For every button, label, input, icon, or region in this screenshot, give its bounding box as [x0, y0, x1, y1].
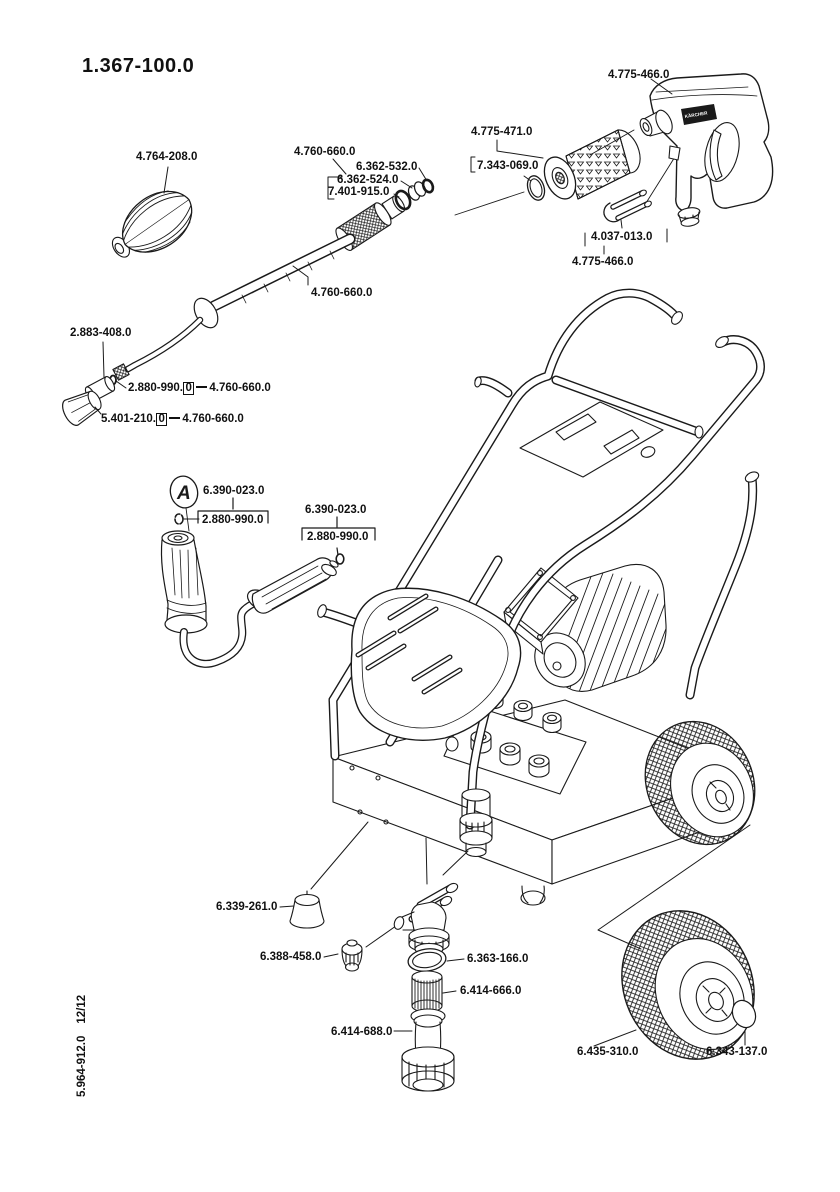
view-reference-a [167, 473, 201, 531]
machine-illustration [316, 293, 774, 905]
leader-dash [196, 386, 207, 388]
lance-seals [393, 178, 435, 211]
sleeve-oring [525, 174, 548, 203]
callout-inlet-fitting: 6.388-458.0 [260, 951, 322, 963]
callout-seal-1: 6.362-532.0 [356, 161, 418, 173]
filter-insert [412, 971, 442, 1012]
callout-filter-insert: 6.414-666.0 [460, 985, 522, 997]
callout-lance-top: 4.760-660.0 [294, 146, 356, 158]
leader-dash [169, 417, 180, 419]
callout-seal-3: 7.401-915.0 [328, 186, 390, 198]
callout-filter-seal: 6.363-166.0 [467, 953, 529, 965]
callout-sleeve-oring: 7.343-069.0 [477, 160, 539, 172]
page-title: 1.367-100.0 [82, 55, 195, 77]
callout-gun-top: 4.775-466.0 [608, 69, 670, 81]
callout-hose2-bottom: 2.880-990.0 [307, 531, 369, 543]
view-ref-letter: A [177, 483, 191, 504]
callout-seal-2: 6.362-524.0 [337, 174, 399, 186]
hose-assembly [161, 498, 375, 664]
callout-filter-housing: 6.414-688.0 [331, 1026, 393, 1038]
callout-wheel: 6.435-310.0 [577, 1046, 639, 1058]
callout-elbow: 2.883-408.0 [70, 327, 132, 339]
gun-clip [604, 189, 652, 222]
boxed-digit: 0 [183, 382, 194, 395]
callout-sleeve: 4.775-471.0 [471, 126, 533, 138]
callout-hose2-top: 6.390-023.0 [305, 504, 367, 516]
callout-nozzle: 4.764-208.0 [136, 151, 198, 163]
callout-clip: 4.037-013.0 [591, 231, 653, 243]
callout-foot: 6.339-261.0 [216, 901, 278, 913]
rubber-foot [290, 891, 324, 928]
document-footer [76, 983, 88, 1097]
rotating-nozzle [100, 178, 204, 272]
callout-hub-cap: 6.343-137.0 [706, 1046, 768, 1058]
callout-lance-bottom: 4.760-660.0 [311, 287, 373, 299]
brand-logo-text: KÄRCHER [684, 110, 708, 119]
inlet-fitting [342, 940, 362, 971]
callout-pair2: 5.401-210. 0 4.760-660.0 [101, 413, 244, 425]
water-inlet-connector [393, 882, 460, 955]
callout-hose1-top: 6.390-023.0 [203, 485, 265, 497]
leader-lines-top [95, 79, 672, 414]
filter-housing-cup [402, 1009, 454, 1091]
callout-gun-bottom: 4.775-466.0 [572, 256, 634, 268]
footer-page-indicator: 12/12 [76, 994, 88, 1024]
callout-hose1-bottom: 2.880-990.0 [202, 514, 264, 526]
boxed-digit: 0 [156, 413, 167, 426]
footer-doc-number: 5.964-912.0 [76, 1035, 88, 1097]
vented-sleeve [538, 130, 640, 204]
callout-pair1: 2.880-990. 0 4.760-660.0 [128, 382, 271, 394]
